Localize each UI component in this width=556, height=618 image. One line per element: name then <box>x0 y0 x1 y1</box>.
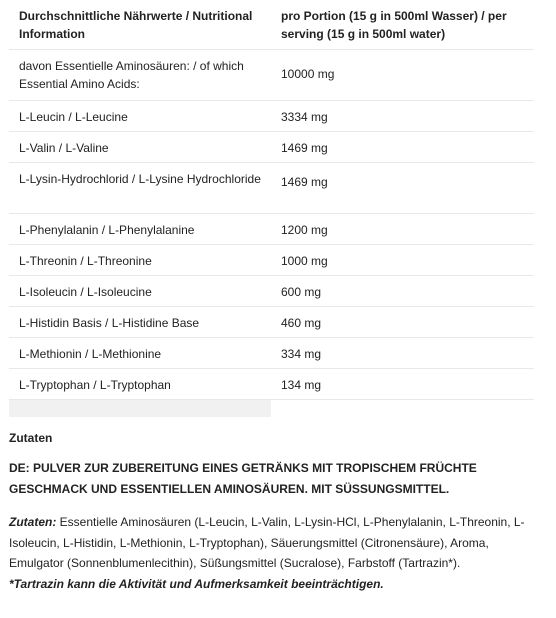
table-row <box>9 338 534 369</box>
ingredients-label: Zutaten: <box>9 515 57 529</box>
table-row <box>9 369 534 400</box>
nutrient-value: 600 mg <box>281 285 322 299</box>
nutrient-name: L-Leucin / L-Leucine <box>19 110 128 124</box>
table-row <box>9 307 534 338</box>
table-row <box>9 101 534 132</box>
empty-cell <box>9 400 271 417</box>
nutrient-value: 1469 mg <box>281 175 328 189</box>
tartrazine-warning: *Tartrazin kann die Aktivität und Aufmerksamkeit beeinträchtigen. <box>9 576 384 591</box>
ingredients-list <box>9 512 529 594</box>
table-row <box>9 214 534 245</box>
nutrient-value: 1200 mg <box>281 223 328 237</box>
nutrient-value: 134 mg <box>281 378 322 392</box>
nutrient-name: L-Isoleucin / L-Isoleucine <box>19 285 152 299</box>
nutrient-value: 1469 mg <box>281 141 328 155</box>
nutrient-name: L-Tryptophan / L-Tryptophan <box>19 378 171 392</box>
table-row <box>9 245 534 276</box>
table-empty-row <box>9 400 534 417</box>
ingredients-text: Essentielle Aminosäuren (L-Leucin, L-Valin, L-Lysin-HCl, L-Phenylalanin, L-Threonin, L-Isoleucin, L-Histidin, L-Methionin, L-Tryptophan), Säuerungsmittel (Citronensäure), Aroma, Emulgator (Sonnenblumenlecithin), Süßungsmittel (Sucralose), Farbstoff (Tartrazin*). <box>9 515 525 570</box>
nutrient-value: 460 mg <box>281 316 322 330</box>
header-nutrient: Durchschnittliche Nährwerte / Nutritional Information <box>19 9 253 41</box>
nutrition-table <box>9 0 534 417</box>
nutrient-value: 10000 mg <box>281 67 335 81</box>
table-header-row <box>9 0 534 50</box>
nutrient-name: davon Essentielle Aminosäuren: / of which Essential Amino Acids: <box>19 59 244 91</box>
table-row <box>9 163 534 214</box>
table-row <box>9 50 534 101</box>
nutrient-value: 334 mg <box>281 347 322 361</box>
table-row <box>9 132 534 163</box>
nutrient-name: L-Threonin / L-Threonine <box>19 254 152 268</box>
nutrient-name: L-Histidin Basis / L-Histidine Base <box>19 316 200 330</box>
table-row <box>9 276 534 307</box>
nutrient-name: L-Lysin-Hydrochlorid / L-Lysine Hydrochloride <box>19 172 261 186</box>
nutrient-value: 1000 mg <box>281 254 328 268</box>
nutrient-name: L-Phenylalanin / L-Phenylalanine <box>19 223 195 237</box>
nutrient-name: L-Methionin / L-Methionine <box>19 347 162 361</box>
header-per-serving: pro Portion (15 g in 500ml Wasser) / per serving (15 g in 500ml water) <box>281 9 507 41</box>
nutrient-name: L-Valin / L-Valine <box>19 141 109 155</box>
nutrient-value: 3334 mg <box>281 110 328 124</box>
ingredients-heading: Zutaten <box>9 431 53 445</box>
product-description: DE: PULVER ZUR ZUBEREITUNG EINES GETRÄNKS MIT TROPISCHEM FRÜCHTE GESCHMACK UND ESSENTIELLEN AMINOSÄUREN. MIT SÜSSUNGSMITTEL. <box>9 461 477 496</box>
